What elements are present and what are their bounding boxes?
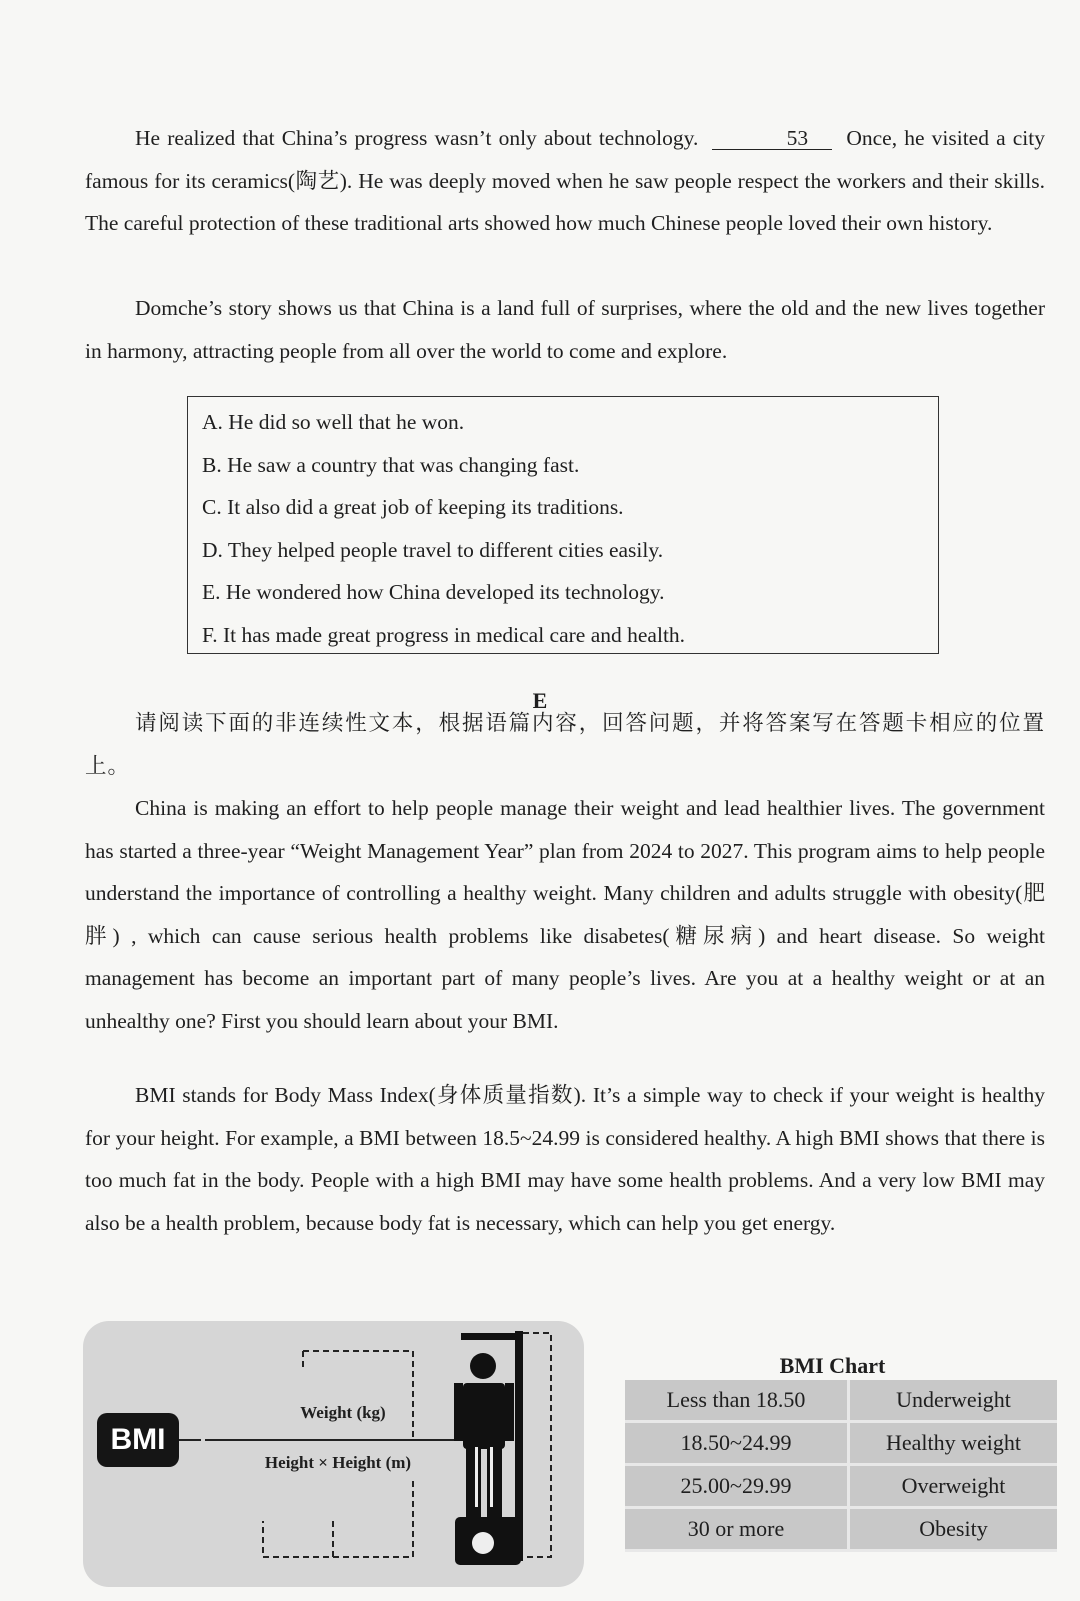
option-a: A. He did so well that he won. — [202, 410, 465, 434]
option-b: B. He saw a country that was changing fast. — [202, 452, 580, 477]
table-row — [625, 1465, 1057, 1508]
option-e: E. He wondered how China developed its technology. — [202, 580, 665, 604]
bmi-formula-graphic — [83, 1321, 584, 1587]
section-heading: E — [532, 688, 548, 713]
bmi-range-cell: 18.50~24.99 — [625, 1422, 849, 1465]
bmi-category-cell: Obesity — [849, 1508, 1058, 1551]
scale-figure-icon — [83, 1321, 584, 1587]
option-c: C. It also did a great job of keeping its traditions. — [202, 495, 624, 519]
passage-paragraph: China is making an effort to help people manage their weight and lead healthier lives. The government has started a three-year “Weight Management Year” plan from 2024 to 2027. This program aims to help people understand the importance of controlling a healthy weight. Many children and adults struggle with obesity(肥胖) , which can cause serious health problems like disabetes(糖尿病) and heart disease. So weight management has become an important part of many people’s lives. Are you at a healthy weight or at an unhealthy one? First you should learn about your BMI. — [85, 796, 1045, 1033]
bmi-category-cell: Healthy weight — [849, 1422, 1058, 1465]
bmi-category-cell: Underweight — [849, 1380, 1058, 1422]
bmi-category-cell: Overweight — [849, 1465, 1058, 1508]
option-f: F. It has made great progress in medical care and health. — [202, 622, 686, 647]
options-box — [187, 396, 939, 654]
bmi-chart-table — [625, 1380, 1057, 1552]
passage-paragraph: He realized that China’s progress wasn’t only about technology. 53 Once, he visited a city famous for its ceramics(陶艺). He was deeply moved when he saw people respect the workers and their skills. The careful protection of these traditional arts showed how much Chinese people loved their own history. — [85, 126, 1045, 235]
answer-blank: 53 — [712, 127, 832, 150]
section-instruction: 请阅读下面的非连续性文本，根据语篇内容，回答问题，并将答案写在答题卡相应的位置上。 — [85, 711, 1045, 779]
bmi-badge: BMI — [97, 1413, 179, 1467]
table-row — [625, 1422, 1057, 1465]
bmi-range-cell: 25.00~29.99 — [625, 1465, 849, 1508]
table-row — [625, 1380, 1057, 1422]
table-row — [625, 1508, 1057, 1551]
formula-denominator: Height × Height (m) — [264, 1453, 412, 1472]
bmi-range-cell: Less than 18.50 — [625, 1380, 849, 1422]
option-d: D. They helped people travel to different cities easily. — [202, 537, 664, 562]
passage-paragraph: BMI stands for Body Mass Index(身体质量指数). It’s a simple way to check if your weight is healthy for your height. For example, a BMI between 18.5~24.99 is considered healthy. A high BMI shows that there is too much fat in the body. People with a high BMI may have some health problems. And a very low BMI may also be a health problem, because body fat is necessary, which can help you get energy. — [85, 1083, 1045, 1235]
formula-numerator: Weight (kg) — [300, 1403, 386, 1422]
passage-paragraph: Domche’s story shows us that China is a land full of surprises, where the old and the new lives together in harmony, attracting people from all over the world to come and explore. — [85, 296, 1045, 363]
bmi-range-cell: 30 or more — [625, 1508, 849, 1551]
bmi-chart-title: BMI Chart — [779, 1353, 886, 1378]
